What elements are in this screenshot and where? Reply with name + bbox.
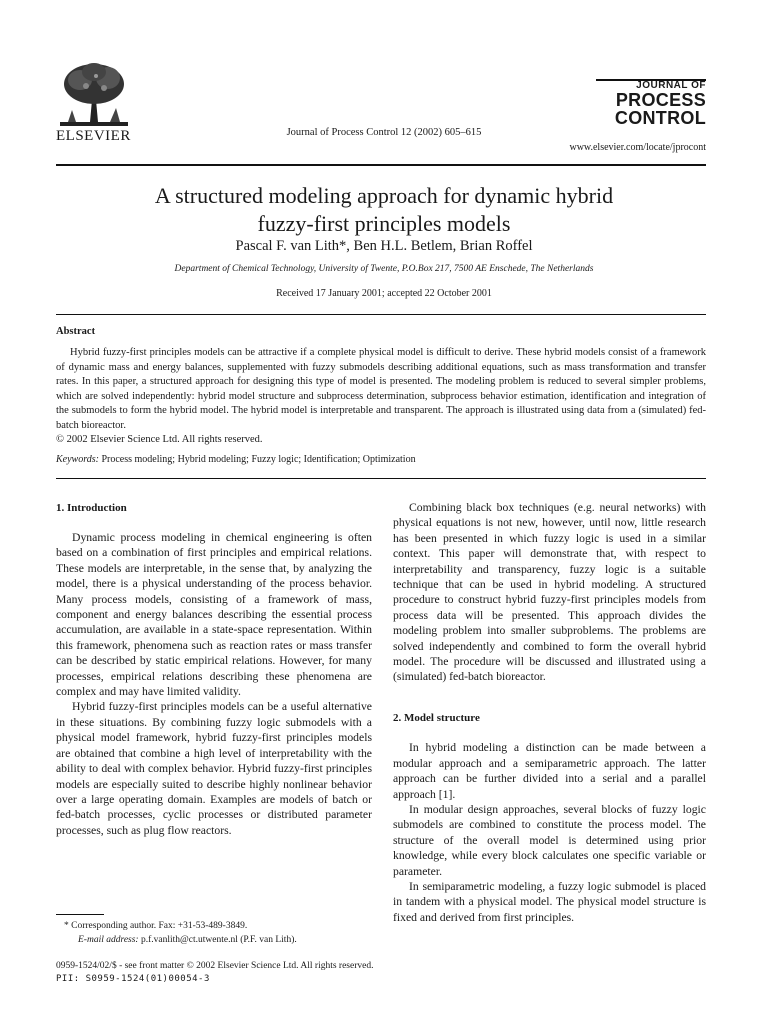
email-label: E-mail address:: [78, 935, 139, 945]
footnote: [56, 919, 372, 947]
received-dates: Received 17 January 2001; accepted 22 October 2001: [276, 288, 492, 299]
abstract-top-rule: [56, 314, 706, 315]
model-paragraph-3: In semiparametric modeling, a fuzzy logic submodel is placed in tandem with a physical model. The physical model structure is fixed and derived from first principles.: [393, 879, 706, 924]
publisher-name: ELSEVIER: [56, 128, 131, 144]
email-line: [56, 933, 372, 947]
model-paragraph-2: In modular design approaches, several blocks of fuzzy logic submodels are combined to constitute the process model. The structure of the overall model is determined using prior knowledge, while every block calculates one specific variable or parameter.: [393, 802, 706, 878]
journal-url[interactable]: www.elsevier.com/locate/jprocont: [569, 142, 706, 153]
corresponding-author: * Corresponding author. Fax: +31-53-489-3849.: [64, 921, 248, 931]
abstract-bottom-rule: [56, 478, 706, 479]
intro-paragraph-2: Hybrid fuzzy-first principles models can be a useful alternative in these situations. By combining fuzzy logic submodels with a physical model framework, hybrid fuzzy-first principles models are obtained that combine a high level of interpretability with the ability to deal with complex behavior. Hybrid fuzzy-first principles models are especially suited to describe highly nonlinear behavior over a large operating domain. Examples are models of batch or fed-batch processes, cyclic processes or distributed parameter processes, such as plug flow reactors.: [56, 700, 372, 837]
model-paragraph-1: In hybrid modeling a distinction can be made between a modular approach and a semiparametric approach. The latter approach can be further divided into a serial and a parallel approach [1].: [393, 741, 706, 801]
abstract-copyright: © 2002 Elsevier Science Ltd. All rights reserved.: [56, 434, 263, 445]
journal-logo-line3: CONTROL: [614, 108, 706, 128]
keywords-list: Process modeling; Hybrid modeling; Fuzzy logic; Identification; Optimization: [101, 454, 416, 465]
authors: Pascal F. van Lith*, Ben H.L. Betlem, Brian Roffel: [235, 238, 533, 254]
abstract-body: [56, 346, 706, 448]
abstract-heading: Abstract: [56, 326, 96, 337]
abstract-text: Hybrid fuzzy-first principles models can be attractive if a complete physical model is difficult to derive. These hybrid models consist of a framework of dynamic mass and energy balances, supplemented with fuzzy submodels describing additional equations, such as mass transformation and transfer rates. In this paper, a structured approach for designing this type of model is presented. The modeling problem is reduced to several simpler problems, which are solved independently: hybrid model structure and subprocess determination, subprocess behavior estimation, identification and integration of the submodels to form the hybrid model. The hybrid model is interpretable and transparent. The approach is illustrated using data from a (simulated) fed-batch bioreactor.: [56, 347, 706, 431]
affiliation: Department of Chemical Technology, University of Twente, P.O.Box 217, 7500 AE Enschede, The Netherlands: [174, 264, 594, 274]
article-title: [0, 182, 768, 238]
article-title-line2: fuzzy-first principles models: [257, 211, 511, 236]
article-title-line1: A structured modeling approach for dynamic hybrid: [154, 183, 614, 208]
right-column: [393, 500, 706, 925]
intro-heading: 1. Introduction: [56, 502, 127, 514]
journal-logo-line2: PROCESS: [615, 90, 706, 110]
footnote-rule: [56, 914, 104, 915]
model-structure-heading: 2. Model structure: [393, 711, 480, 724]
front-matter: [56, 960, 373, 986]
header-rule: [56, 164, 706, 166]
journal-citation: Journal of Process Control 12 (2002) 605–615: [286, 127, 482, 138]
keywords-label: Keywords:: [56, 454, 99, 465]
front-matter-line: 0959-1524/02/$ - see front matter © 2002 Elsevier Science Ltd. All rights reserved.: [56, 961, 374, 971]
intro-paragraph-3: Combining black box techniques (e.g. neural networks) with physical equations is not new, however, until now, little research has been presented in which fuzzy logic is used in a similar context. This paper will demonstrate that, with respect to interpretability and transparency, fuzzy logic is a suitable technique that can be used in hybrid modeling. A structured procedure to construct hybrid fuzzy-first principles models from process data will be presented. This approach divides the modeling problem into smaller subproblems. The problems are solved independently and combined to form the overall hybrid model. The procedure will be discussed and illustrated using a (simulated) fed-batch bioreactor.: [393, 501, 706, 684]
left-column: [56, 502, 372, 838]
pii-line: PII: S0959-1524(01)00054-3: [56, 974, 210, 984]
keywords: [56, 454, 416, 465]
intro-paragraph-1: Dynamic process modeling in chemical engineering is often based on a combination of first principles and empirical relations. These models are interpretable, in the sense that, by analyzing the model, there is a physical understanding of the process behavior. Many process models, consisting of a framework of mass, component and energy balances describing the essential process accumulation, are available in a state-space representation. Within this framework, phenomena such as reaction rates or mass transfer can be described by static empirical relations. However, for many processes, empirical relations describing these phenomena are complex and may have limited validity.: [56, 531, 372, 699]
journal-logo-line1: JOURNAL OF: [636, 80, 706, 91]
journal-logo: [596, 79, 706, 127]
email-address[interactable]: p.f.vanlith@ct.utwente.nl (P.F. van Lith).: [140, 935, 297, 945]
elsevier-tree-logo: [58, 60, 130, 130]
